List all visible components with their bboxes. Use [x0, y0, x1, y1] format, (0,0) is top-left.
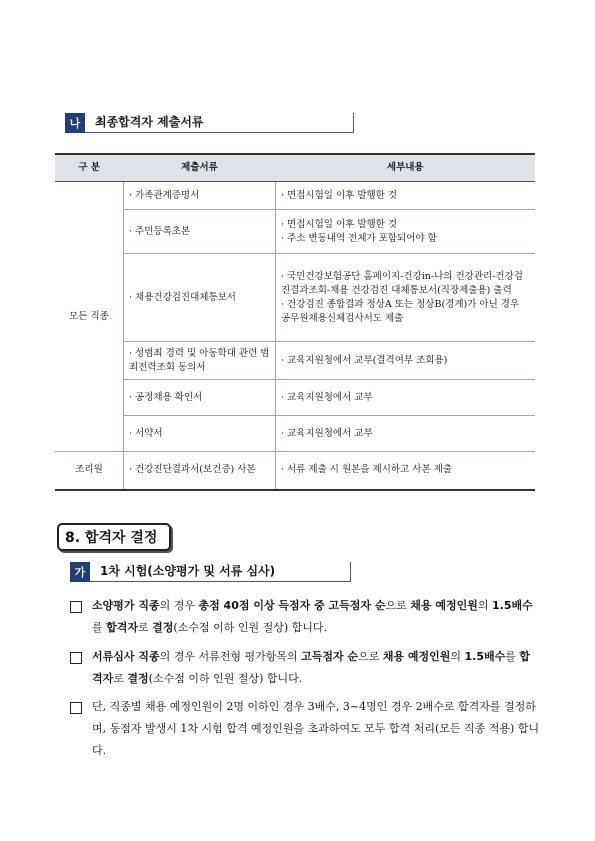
table-row	[55, 452, 535, 490]
detail-line: · 면접시험일 이후 발행한 것	[281, 218, 398, 230]
doc-cell: · 주민등록초본	[124, 210, 276, 254]
section-na-heading	[65, 113, 354, 133]
emphasis: 결정	[152, 621, 174, 634]
section-title: 1차 시험(소양평가 및 서류 심사)	[90, 562, 351, 582]
text-run: 으로	[358, 650, 383, 663]
detail-line: · 교육지원청에서 교부	[281, 391, 373, 403]
paragraph-1	[70, 595, 540, 639]
emphasis: 서류심사 직종	[92, 650, 160, 663]
detail-cell	[276, 342, 536, 380]
text-run: 의	[477, 599, 492, 612]
header-detail: 세부내용	[276, 154, 536, 182]
doc-cell: · 서약서	[124, 416, 276, 452]
text-run: 으로	[385, 599, 411, 612]
category-all: 모든 직종	[55, 182, 124, 452]
detail-line: · 국민건강보험공단 홈페이지-건강in-나의 건강관리-건강검진결과조회-채용 건강검진 대체통보서(직장제출용) 출력	[281, 270, 523, 296]
text-run: 를	[505, 650, 520, 663]
emphasis: 1.5배수	[464, 650, 506, 663]
detail-cell	[276, 182, 536, 210]
emphasis: 합격자	[92, 650, 531, 685]
section-8-heading: 8. 합격자 결정	[57, 523, 171, 551]
text-run: 의 경우	[159, 599, 199, 612]
paragraph-text: 단, 직종별 채용 예정인원이 2명 이하인 경우 3배수, 3~4명인 경우 2배수로 합격자를 결정하며, 동점자 발생시 1차 시험 합격 예정인원을 초과하여도 모두 합격 처리(모든 직종 적용) 합니다.	[92, 700, 540, 757]
section-title: 최종합격자 제출서류	[85, 113, 354, 133]
text-run: (소수점 이하 인원 절상) 합니다.	[173, 621, 327, 634]
text-run: 로	[138, 621, 153, 634]
detail-line: · 교육지원청에서 교부	[281, 427, 373, 439]
table-row	[55, 182, 535, 210]
table-row	[55, 380, 535, 416]
table-header-row	[55, 154, 535, 182]
detail-line: · 주소 변동내역 전체가 포함되어야 함	[281, 232, 437, 244]
table-row	[55, 210, 535, 254]
emphasis: 고득점자 순	[301, 650, 359, 663]
text-run: 를	[92, 621, 107, 634]
detail-line: · 서류 제출 시 원본을 제시하고 사본 제출	[281, 464, 452, 476]
detail-cell	[276, 254, 536, 342]
checkbox-icon	[70, 601, 82, 613]
detail-cell	[276, 452, 536, 490]
emphasis: 결정	[127, 672, 149, 685]
category-cook: 조리원	[55, 452, 124, 490]
emphasis: 1.5배수	[492, 599, 533, 612]
detail-line: · 건강검진 종합결과 정상A 또는 정상B(경계)가 아닌 경우 공무원채용신체검사서도 제출	[281, 298, 520, 324]
text-run: 의 경우 서류전형 평가항목의	[159, 650, 302, 663]
detail-cell	[276, 380, 536, 416]
doc-cell: · 공정채용 확인서	[124, 380, 276, 416]
detail-cell	[276, 210, 536, 254]
table-row	[55, 254, 535, 342]
detail-line: · 면접시험일 이후 발행한 것	[281, 189, 398, 201]
text-run: (소수점 이하 인원 절상) 합니다.	[148, 672, 303, 685]
emphasis: 채용 예정인원	[410, 599, 478, 612]
detail-cell	[276, 416, 536, 452]
documents-table	[55, 153, 535, 491]
paragraph-2	[70, 646, 540, 690]
emphasis: 총점 40점 이상 득점자 중 고득점자 순	[198, 599, 386, 612]
paragraph-text	[92, 595, 540, 639]
checkbox-icon	[70, 702, 82, 714]
section-ga-heading	[70, 562, 351, 582]
table-row	[55, 342, 535, 380]
header-document: 제출서류	[124, 154, 276, 182]
text-run: 의	[450, 650, 465, 663]
table-row	[55, 416, 535, 452]
doc-cell: · 가족관계증명서	[124, 182, 276, 210]
doc-cell: · 건강진단결과서(보건증) 사본	[124, 452, 276, 490]
paragraph-3	[70, 696, 540, 762]
checkbox-icon	[70, 652, 82, 664]
emphasis: 합격자	[106, 621, 139, 634]
section-badge: 나	[65, 113, 85, 133]
text-run: 로	[113, 672, 128, 685]
header-category: 구 분	[55, 154, 124, 182]
paragraph-text	[92, 646, 540, 690]
doc-cell: · 채용건강검진대체통보서	[124, 254, 276, 342]
section-badge: 가	[70, 562, 90, 582]
detail-line: · 교육지원청에서 교부(결격여부 조회용)	[281, 354, 448, 366]
emphasis: 소양평가 직종	[92, 599, 160, 612]
emphasis: 채용 예정인원	[382, 650, 451, 663]
doc-cell: · 성범죄 경력 및 아동학대 관련 범죄전력조회 동의서	[124, 342, 276, 380]
